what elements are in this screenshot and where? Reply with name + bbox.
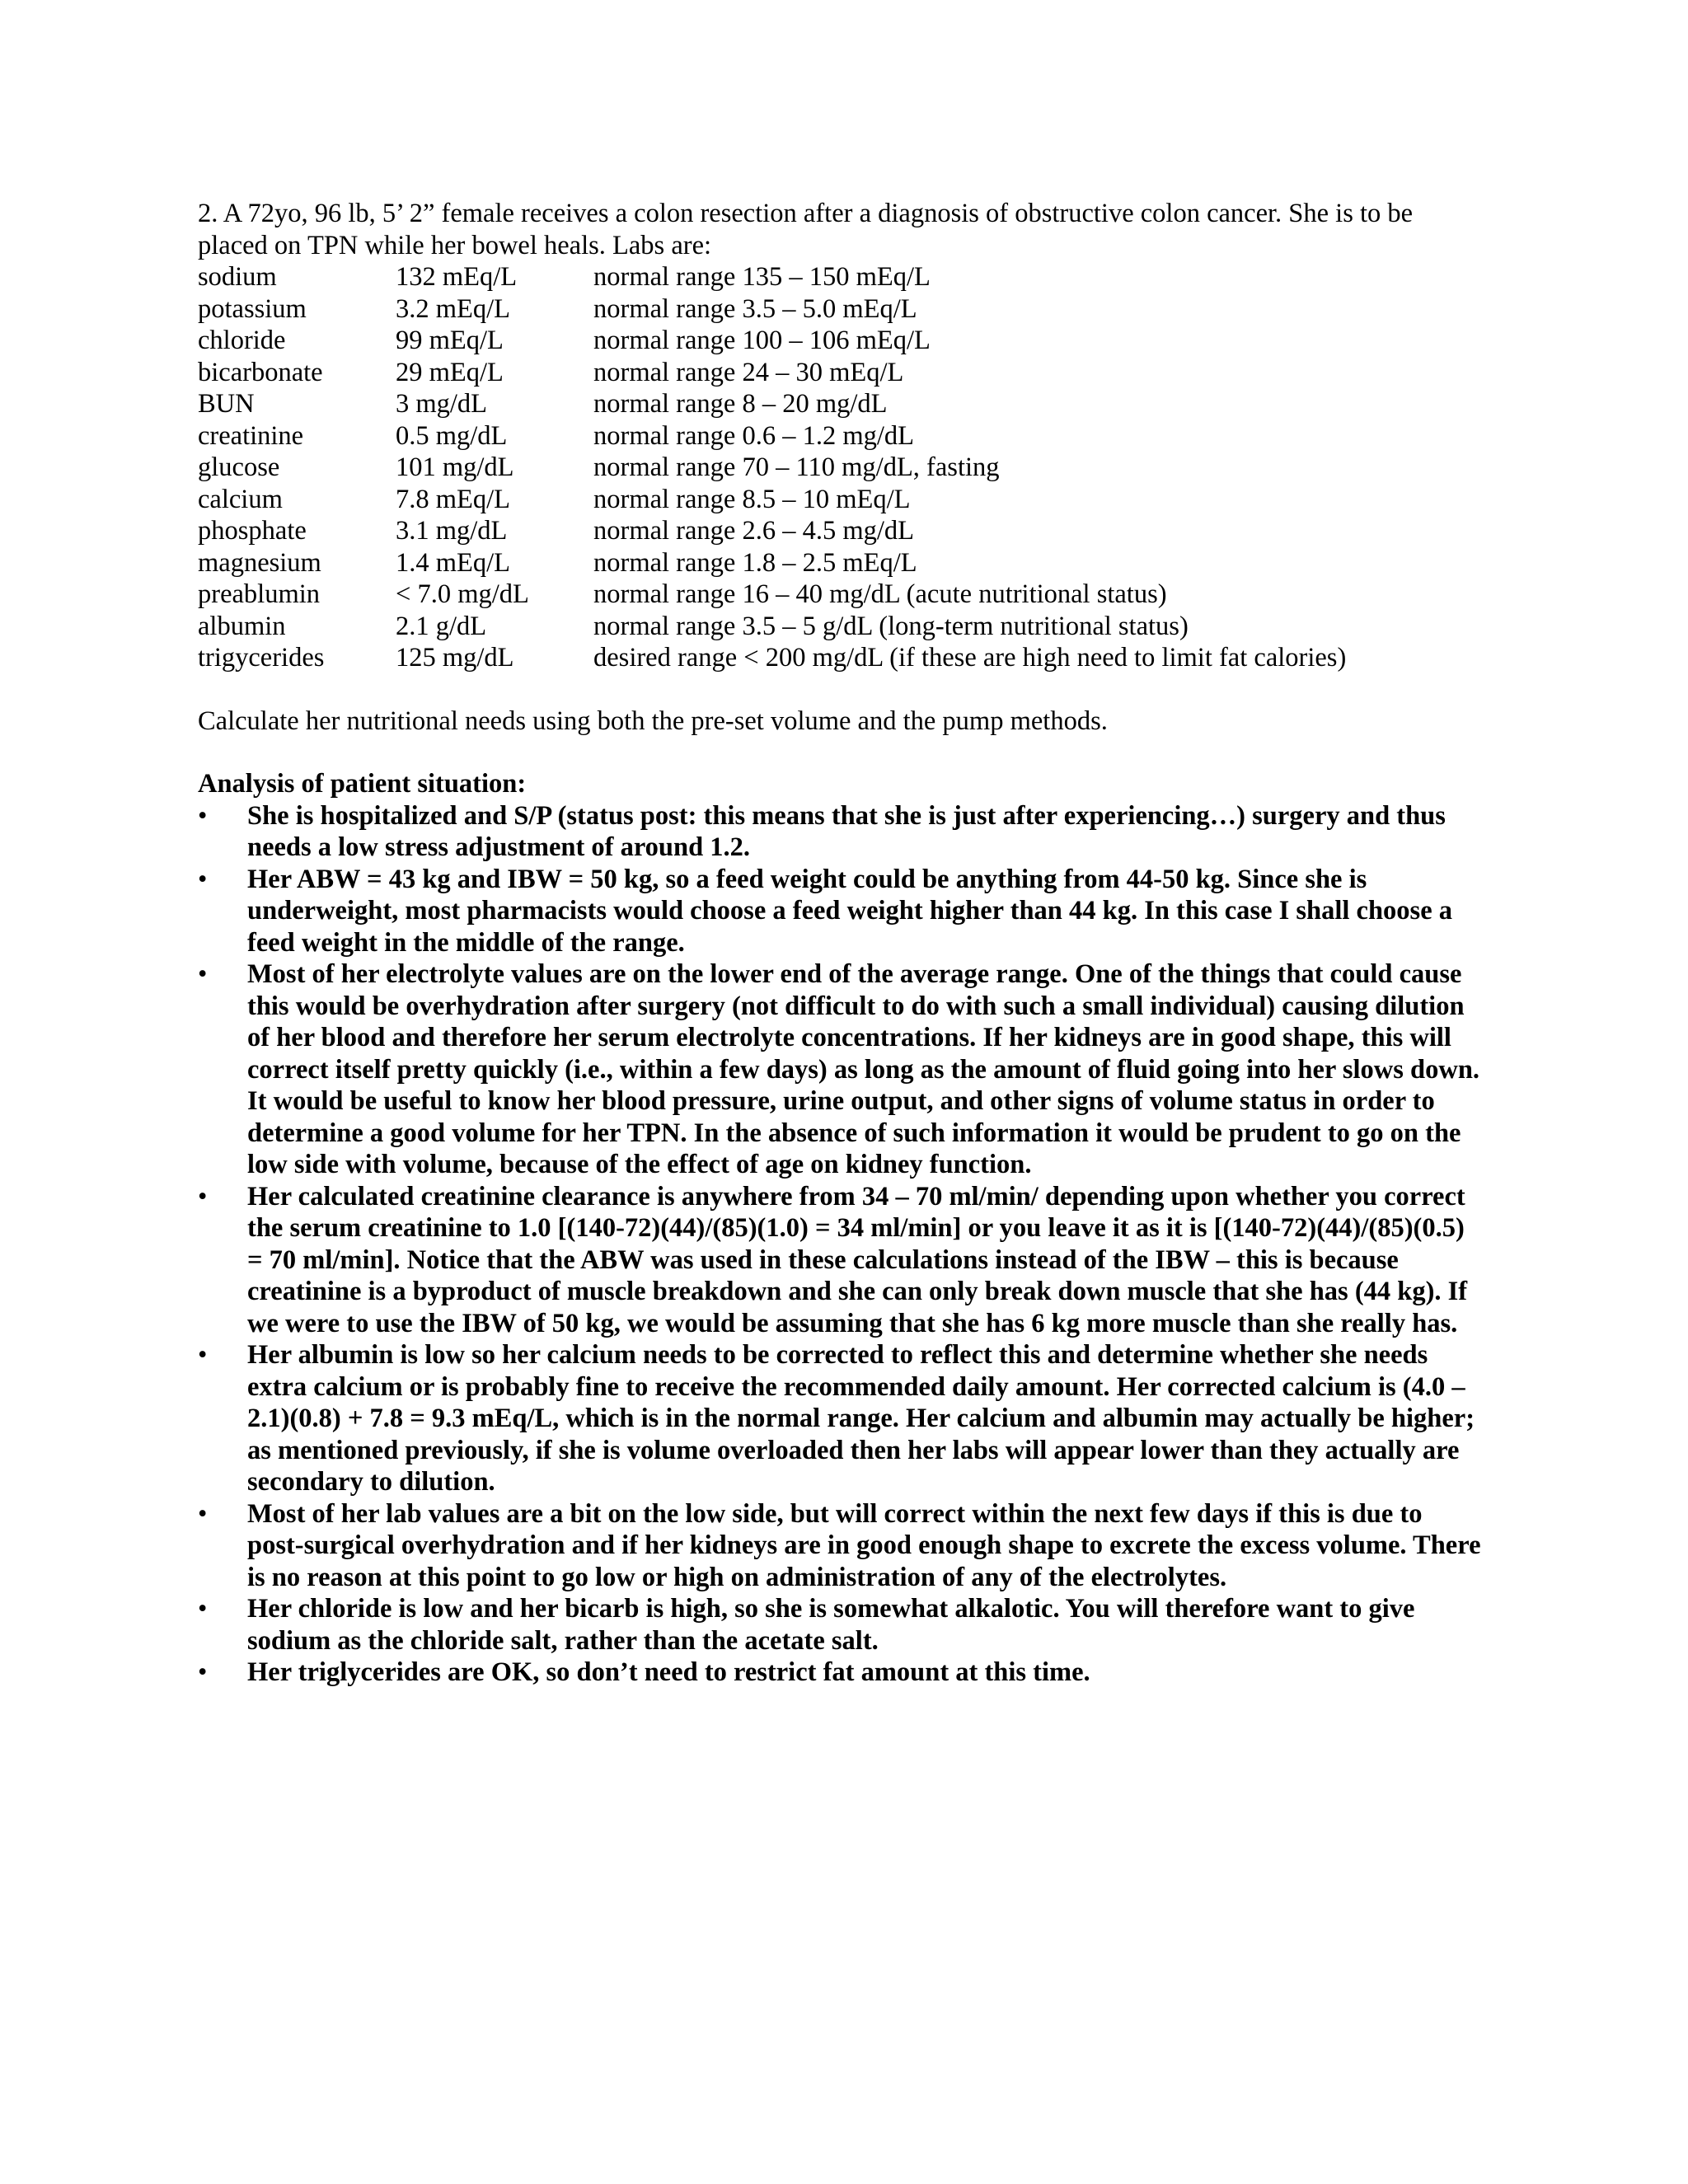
lab-name: preablumin [198, 579, 321, 609]
lab-row [198, 293, 1484, 326]
bullet-icon: • [198, 1340, 208, 1370]
lab-row [198, 420, 1484, 452]
lab-value: 101 mg/dL [396, 452, 514, 482]
bullet-text: Her ABW = 43 kg and IBW = 50 kg, so a feed weight could be anything from 44-50 kg. Since she is underweight, most pharmacists would choose a feed weight higher than 44 kg. In this case I shall choose a feed weight in the middle of the range. [247, 864, 1452, 958]
lab-value: 132 mEq/L [396, 262, 518, 292]
lab-row [198, 325, 1484, 357]
lab-name: glucose [198, 452, 280, 482]
lab-range: normal range 3.5 – 5.0 mEq/L [593, 293, 917, 324]
lab-range: desired range < 200 mg/dL (if these are high need to limit fat calories) [593, 643, 1347, 673]
bullet-text: Her chloride is low and her bicarb is high, so she is somewhat alkalotic. You will therefore want to give sodium as the chloride salt, rather than the acetate salt. [247, 1594, 1415, 1656]
list-item [198, 1498, 1484, 1594]
bullet-icon: • [198, 1594, 208, 1624]
bullet-icon: • [198, 1498, 208, 1529]
lab-range: normal range 0.6 – 1.2 mg/dL [593, 420, 915, 451]
lab-name: phosphate [198, 516, 307, 546]
bullet-icon: • [198, 959, 208, 989]
lab-value: 3.2 mEq/L [396, 293, 511, 324]
lab-range: normal range 1.8 – 2.5 mEq/L [593, 547, 917, 578]
analysis-list [198, 800, 1484, 1689]
analysis-heading: Analysis of patient situation: [198, 769, 527, 799]
lab-row [198, 611, 1484, 643]
bullet-text: Most of her lab values are a bit on the low side, but will correct within the next few days if this is due to post-surgical overhydration and if her kidneys are in good enough shape to excrete the excess volume. There is no reason at this point to go low or high on administration of any of the electrolytes. [247, 1498, 1481, 1592]
lab-name: bicarbonate [198, 357, 323, 387]
lab-row [198, 515, 1484, 547]
lab-range: normal range 70 – 110 mg/dL, fasting [593, 452, 1000, 482]
lab-row [198, 357, 1484, 389]
lab-row [198, 579, 1484, 611]
lab-range: normal range 8.5 – 10 mEq/L [593, 484, 911, 514]
lab-name: BUN [198, 389, 255, 419]
lab-range: normal range 8 – 20 mg/dL [593, 389, 888, 419]
bullet-icon: • [198, 1657, 208, 1687]
case-intro [198, 198, 1484, 261]
lab-name: sodium [198, 262, 277, 292]
lab-range: normal range 2.6 – 4.5 mg/dL [593, 516, 915, 546]
lab-value: 1.4 mEq/L [396, 547, 511, 578]
bullet-icon: • [198, 1181, 208, 1212]
bullet-text: She is hospitalized and S/P (status post: this means that she is just after experiencing…) surgery and thus needs a low stress adjustment of around 1.2. [247, 800, 1446, 862]
task-instruction: Calculate her nutritional needs using both the pre-set volume and the pump methods. [198, 705, 1108, 736]
lab-value: 0.5 mg/dL [396, 420, 508, 451]
lab-name: creatinine [198, 420, 304, 451]
bullet-text: Her albumin is low so her calcium needs to be corrected to reflect this and determine whether she needs extra calcium or is probably fine to receive the recommended daily amount. Her corrected calcium is (4.0 – 2.1)(0.8) + 7.8 = 9.3 mEq/L, which is in the normal range. Her calcium and albumin may actually be higher; as mentioned previously, if she is volume overloaded then her labs will appear lower than they actually are secondary to dilution. [247, 1340, 1475, 1497]
list-item [198, 1339, 1484, 1498]
lab-range: normal range 24 – 30 mEq/L [593, 357, 904, 387]
lab-range: normal range 135 – 150 mEq/L [593, 262, 931, 292]
list-item [198, 800, 1484, 864]
list-item [198, 1181, 1484, 1340]
list-item [198, 958, 1484, 1181]
lab-row [198, 547, 1484, 579]
lab-table [198, 261, 1484, 674]
lab-value: 99 mEq/L [396, 326, 504, 355]
lab-value: 29 mEq/L [396, 357, 504, 387]
intro-line-2: placed on TPN while her bowel heals. Labs are: [198, 230, 712, 260]
lab-row [198, 642, 1484, 674]
lab-value: 125 mg/dL [396, 643, 514, 673]
lab-range: normal range 16 – 40 mg/dL (acute nutritional status) [593, 579, 1167, 609]
lab-value: 2.1 g/dL [396, 611, 487, 641]
list-item [198, 1657, 1484, 1689]
lab-row [198, 261, 1484, 293]
intro-line-1: 2. A 72yo, 96 lb, 5’ 2” female receives a colon resection after a diagnosis of obstructive colon cancer. She is to be [198, 199, 1414, 228]
lab-range: normal range 100 – 106 mEq/L [593, 326, 931, 355]
list-item [198, 1593, 1484, 1657]
lab-value: 7.8 mEq/L [396, 484, 511, 514]
lab-row [198, 484, 1484, 516]
bullet-text: Her calculated creatinine clearance is anywhere from 34 – 70 ml/min/ depending upon whether you correct the serum creatinine to 1.0 [(140-72)(44)/(85)(1.0) = 34 ml/min] or you leave it as it is [(140-72)(44)/(85)(0.5) = 70 ml/min]. Notice that the ABW was used in these calculations instead of the IBW – this is because creatinine is a byproduct of muscle breakdown and she can only break down muscle that she has (44 kg). If we were to use the IBW of 50 kg, we would be assuming that she has 6 kg more muscle than she really has. [247, 1181, 1468, 1338]
bullet-icon: • [198, 864, 208, 894]
lab-value: 3 mg/dL [396, 389, 488, 419]
document-page [198, 198, 1484, 1689]
lab-name: potassium [198, 293, 307, 324]
lab-value: < 7.0 mg/dL [396, 579, 529, 609]
list-item [198, 864, 1484, 959]
lab-name: albumin [198, 611, 286, 641]
bullet-text: Most of her electrolyte values are on the lower end of the average range. One of the things that could cause this would be overhydration after surgery (not difficult to do with such a small individual) causing dilution of her blood and therefore her serum electrolyte concentrations. If her kidneys are in good shape, this will correct itself pretty quickly (i.e., within a few days) as long as the amount of fluid going into her slows down. It would be useful to know her blood pressure, urine output, and other signs of volume status in order to determine a good volume for her TPN. In the absence of such information it would be prudent to go on the low side with volume, because of the effect of age on kidney function. [247, 959, 1480, 1179]
lab-row [198, 452, 1484, 484]
lab-range: normal range 3.5 – 5 g/dL (long-term nutritional status) [593, 611, 1189, 641]
lab-name: trigycerides [198, 643, 325, 673]
lab-value: 3.1 mg/dL [396, 516, 508, 546]
lab-name: chloride [198, 326, 286, 355]
bullet-icon: • [198, 800, 208, 831]
lab-name: magnesium [198, 547, 321, 578]
bullet-text: Her triglycerides are OK, so don’t need to restrict fat amount at this time. [247, 1657, 1090, 1687]
lab-row [198, 388, 1484, 420]
lab-name: calcium [198, 484, 283, 514]
